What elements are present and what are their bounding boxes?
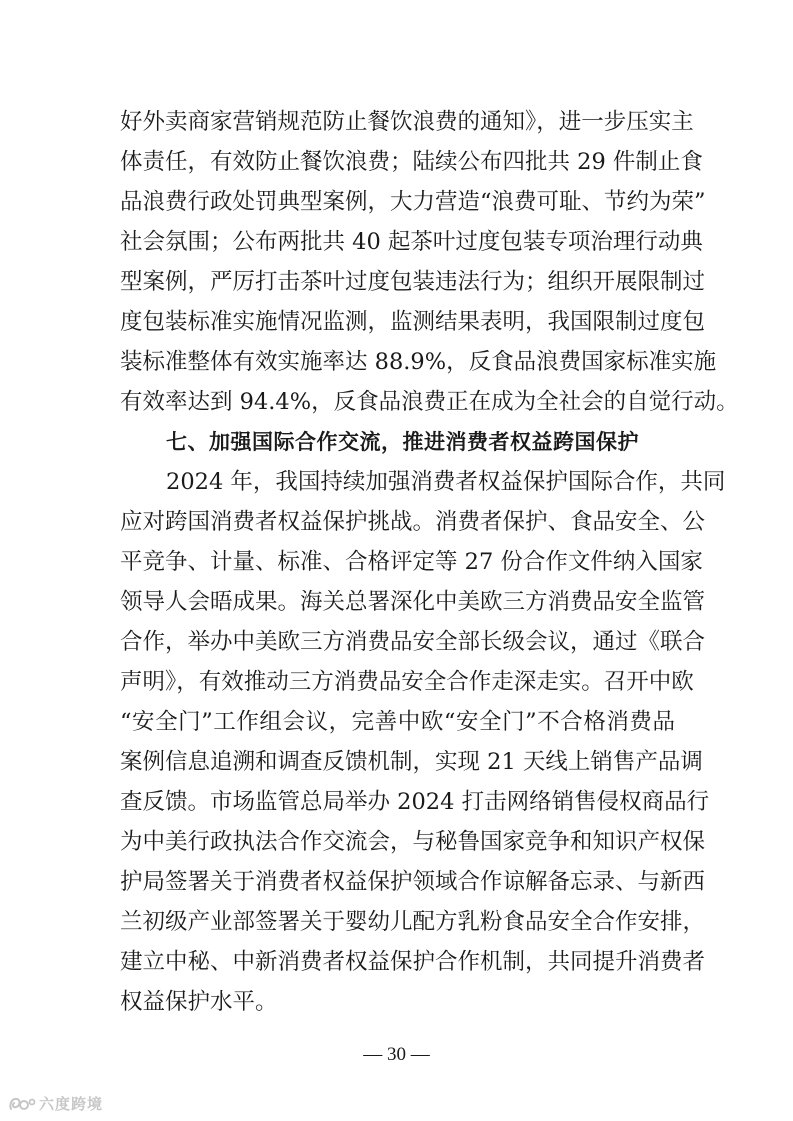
paragraph-line: 兰初级产业部签署关于婴幼儿配方乳粉食品安全合作安排， xyxy=(120,909,706,935)
paragraph-first-line: 2024 年，我国持续加强消费者权益保护国际合作，共同 xyxy=(166,469,726,495)
paragraph-line: “安全门”工作组会议，完善中欧“安全门”不合格消费品 xyxy=(120,709,675,735)
paragraph-line: 查反馈。市场监管总局举办 2024 打击网络销售侵权商品行 xyxy=(120,789,710,815)
watermark-logo-icon xyxy=(8,1095,36,1113)
paragraph-line: 有效率达到 94.4%，反食品浪费正在成为全社会的自觉行动。 xyxy=(120,389,739,415)
paragraph-line: 领导人会晤成果。海关总署深化中美欧三方消费品安全监管 xyxy=(120,589,706,615)
paragraph-last-line: 权益保护水平。 xyxy=(120,989,278,1015)
page-number: — 30 — xyxy=(363,1044,430,1065)
paragraph-line: 合作，举办中美欧三方消费品安全部长级会议，通过《联合 xyxy=(120,629,706,655)
paragraph-line: 社会氛围；公布两批共 40 起茶叶过度包装专项治理行动典 xyxy=(120,229,703,255)
section-heading: 七、加强国际合作交流，推进消费者权益跨国保护 xyxy=(166,430,639,454)
watermark xyxy=(8,1094,103,1114)
paragraph-line: 建立中秘、中新消费者权益保护合作机制，共同提升消费者 xyxy=(120,949,706,975)
paragraph-line: 好外卖商家营销规范防止餐饮浪费的通知》，进一步压实主 xyxy=(120,109,694,135)
watermark-text: 六度跨境 xyxy=(39,1095,104,1113)
paragraph-line: 声明》，有效推动三方消费品安全合作走深走实。召开中欧 xyxy=(120,669,694,695)
paragraph-line: 平竞争、计量、标准、合格评定等 27 份合作文件纳入国家 xyxy=(120,549,703,575)
paragraph-line: 案例信息追溯和调查反馈机制，实现 21 天线上销售产品调 xyxy=(120,749,703,775)
paragraph-line: 型案例，严厉打击茶叶过度包装违法行为；组织开展限制过 xyxy=(120,269,706,295)
paragraph-line: 品浪费行政处罚典型案例，大力营造“浪费可耻、节约为荣” xyxy=(120,189,706,215)
paragraph-line: 护局签署关于消费者权益保护领域合作谅解备忘录、与新西 xyxy=(120,869,706,895)
paragraph-line: 应对跨国消费者权益保护挑战。消费者保护、食品安全、公 xyxy=(120,509,706,535)
paragraph-line: 装标准整体有效实施率达 88.9%，反食品浪费国家标准实施 xyxy=(120,349,717,375)
paragraph-line: 度包装标准实施情况监测，监测结果表明，我国限制过度包 xyxy=(120,309,706,335)
paragraph-line: 体责任，有效防止餐饮浪费；陆续公布四批共 29 件制止食 xyxy=(120,149,703,175)
paragraph-line: 为中美行政执法合作交流会，与秘鲁国家竞争和知识产权保 xyxy=(120,829,706,855)
